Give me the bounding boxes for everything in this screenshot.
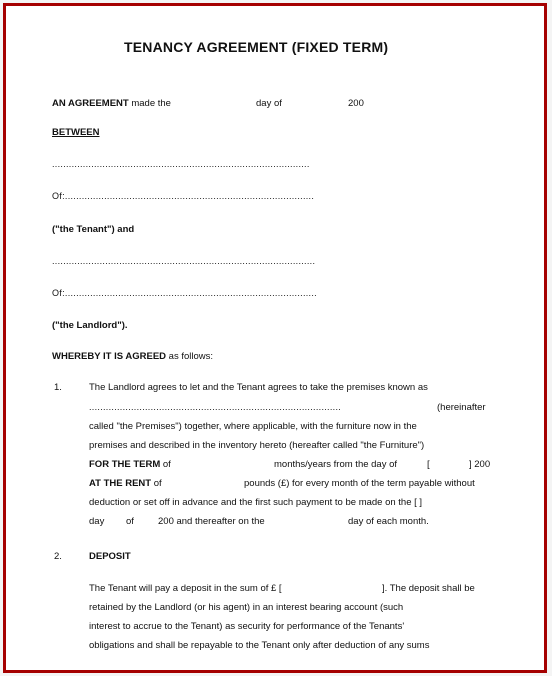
term-year: ] 200	[469, 459, 491, 470]
clause-1-hereinafter: (hereinafter	[437, 402, 486, 413]
clause-1-each-month: day of each month.	[348, 516, 429, 527]
whereby-rest: as follows:	[168, 351, 214, 362]
agreement-label: AN AGREEMENT	[52, 98, 129, 109]
party-address-line-2: Of:..........................................................................................	[52, 288, 317, 298]
deposit-line-3: interest to accrue to the Tenant) as security for performance of the Tenants'	[89, 621, 405, 632]
clause-1-thereafter: 200 and thereafter on the	[158, 516, 265, 527]
whereby-line	[52, 351, 213, 362]
rent-of: of	[153, 478, 162, 489]
year-text: 200	[348, 98, 364, 109]
rent-text: pounds (£) for every month of the term payable without	[244, 478, 475, 489]
document-title: TENANCY AGREEMENT (FIXED TERM)	[124, 39, 389, 55]
deposit-heading: DEPOSIT	[89, 551, 131, 562]
deposit-line-1-end: ]. The deposit shall be	[382, 583, 475, 594]
clause-1-line-3: called "the Premises") together, where applicable, with the furniture now in the	[89, 421, 417, 432]
deposit-line-2: retained by the Landlord (or his agent) in an interest bearing account (such	[89, 602, 404, 613]
between-heading: BETWEEN	[52, 127, 100, 138]
clause-1-term-line	[89, 459, 171, 470]
landlord-label: ("the Landlord").	[52, 320, 128, 331]
clause-1-line-7: deduction or set off in advance and the first such payment to be made on the [ ]	[89, 497, 423, 508]
term-months-text: months/years from the day of	[274, 459, 398, 470]
whereby-bold: WHEREBY IT IS AGREED	[52, 351, 167, 362]
tenant-label: ("the Tenant") and	[52, 224, 135, 235]
page-frame	[3, 3, 547, 673]
deposit-line-4: obligations and shall be repayable to the Tenant only after deduction of any sums	[89, 640, 430, 651]
term-of: of	[162, 459, 171, 470]
party-name-line-2: ..............................................................................................	[52, 256, 316, 266]
deposit-line-1-start: The Tenant will pay a deposit in the sum of £ [	[89, 583, 282, 594]
agreement-line	[52, 98, 171, 109]
clause-1-line-1: The Landlord agrees to let and the Tenant agrees to take the premises known as	[89, 382, 428, 393]
clause-1-line-4: premises and described in the inventory hereto (hereafter called "the Furniture")	[89, 440, 425, 451]
rent-label: AT THE RENT	[89, 478, 152, 489]
made-the-text: made the	[131, 98, 171, 109]
party-address-line-1: Of:.........................................................................................	[52, 191, 315, 201]
party-name-line-1: ............................................................................................	[52, 159, 310, 169]
clause-1-of: of	[126, 516, 134, 527]
clause-2-number: 2.	[54, 551, 62, 562]
clause-1-day: day	[89, 516, 105, 527]
clause-1-premises-dots: ..........................................................................................	[89, 402, 342, 412]
clause-1-number: 1.	[54, 382, 62, 393]
document-page	[6, 6, 544, 670]
day-of-text: day of	[256, 98, 282, 109]
term-bracket-open: [	[427, 459, 430, 470]
clause-1-rent-line	[89, 478, 162, 489]
term-label: FOR THE TERM	[89, 459, 161, 470]
